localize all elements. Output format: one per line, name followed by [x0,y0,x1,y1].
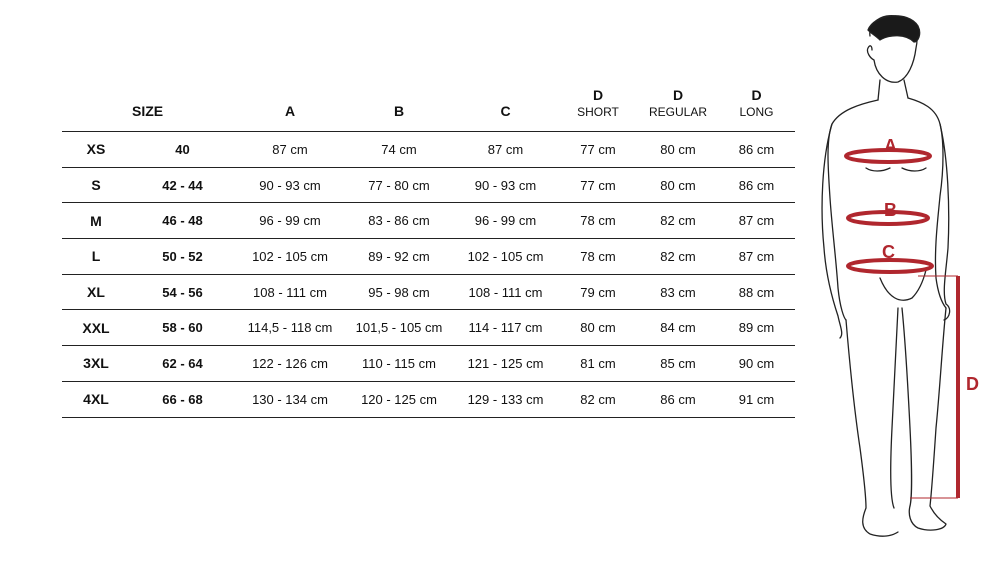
size-number: 58 - 60 [162,320,203,336]
size-label: S [91,177,101,194]
measure-d-regular: 86 cm [660,391,696,407]
header-d-short: D SHORT [577,87,619,119]
measure-d-short: 78 cm [580,213,616,229]
label-d: D [966,374,979,394]
measure-c: 121 - 125 cm [467,355,544,371]
size-number: 46 - 48 [162,213,203,229]
size-label: 4XL [83,391,109,408]
measure-b: 101,5 - 105 cm [355,320,443,336]
measure-c: 114 - 117 cm [468,320,543,336]
measure-c: 129 - 133 cm [467,391,544,407]
size-label: XS [86,141,106,158]
measure-c: 108 - 111 cm [468,284,543,300]
size-number: 62 - 64 [162,355,203,371]
table-body [62,132,795,418]
label-b: B [884,200,897,220]
header-a: A [284,103,296,119]
body-measurement-figure [810,8,1000,583]
size-label: XL [87,284,105,301]
size-number: 40 [175,141,190,157]
measure-a: 102 - 105 cm [252,248,328,264]
measure-a: 90 - 93 cm [259,177,321,193]
measure-a: 114,5 - 118 cm [247,320,333,336]
measure-b: 89 - 92 cm [368,248,430,264]
header-b: B [393,103,405,119]
measure-d-regular: 82 cm [660,248,696,264]
size-label: L [91,248,101,265]
measure-a: 130 - 134 cm [252,391,328,407]
measure-d-long: 87 cm [738,213,775,229]
measure-d-short: 81 cm [580,355,616,371]
size-number: 42 - 44 [162,177,203,193]
label-c: C [882,242,895,262]
header-d-long: D LONG [739,87,774,119]
size-number: 54 - 56 [162,284,203,300]
header-d-regular: D REGULAR [648,87,707,119]
measure-d-long: 86 cm [738,177,775,193]
measure-a: 122 - 126 cm [252,355,328,371]
measure-d-short: 79 cm [580,284,616,300]
measure-b: 95 - 98 cm [368,284,430,300]
measure-d-regular: 82 cm [660,213,696,229]
measure-d-long: 90 cm [738,355,775,371]
measure-d-short: 77 cm [580,177,616,193]
measure-d-regular: 80 cm [660,141,696,157]
measure-b: 110 - 115 cm [362,355,436,371]
size-chart-table [62,85,795,418]
measure-d-regular: 84 cm [660,320,696,336]
table-row [62,239,795,275]
size-label: XXL [82,319,110,336]
measure-d-long: 86 cm [738,141,775,157]
measure-d-regular: 83 cm [660,284,696,300]
measure-d-long: 87 cm [738,248,775,264]
size-number: 50 - 52 [162,248,203,264]
measure-a: 108 - 111 cm [253,284,327,300]
measure-c: 90 - 93 cm [474,177,537,193]
label-a: A [884,136,897,156]
measure-d-long: 89 cm [738,320,775,336]
table-header [62,85,795,132]
table-row [62,203,795,239]
size-label: 3XL [83,355,109,372]
measure-d-short: 78 cm [580,248,616,264]
measure-b: 74 cm [381,141,417,157]
measurement-lines [846,150,958,498]
table-row [62,275,795,311]
header-c: C [500,103,511,119]
table-row [62,346,795,382]
header-size: SIZE [132,103,164,119]
table-row [62,168,795,204]
size-number: 66 - 68 [162,391,203,407]
measure-d-regular: 80 cm [660,177,696,193]
measure-c: 102 - 105 cm [467,248,544,264]
measure-d-short: 82 cm [580,391,616,407]
table-row [62,132,795,168]
measure-d-long: 91 cm [738,391,775,407]
measure-d-short: 77 cm [580,141,616,157]
measure-b: 77 - 80 cm [368,177,430,193]
measure-d-long: 88 cm [738,284,775,300]
measure-d-short: 80 cm [580,320,616,336]
table-row [62,310,795,346]
measure-c: 87 cm [487,141,524,157]
measure-b: 120 - 125 cm [361,391,437,407]
measure-d-regular: 85 cm [660,355,696,371]
measure-b: 83 - 86 cm [368,213,430,229]
measure-a: 87 cm [272,141,308,157]
table-row [62,382,795,418]
size-label: M [90,212,102,229]
measure-c: 96 - 99 cm [474,213,537,229]
measure-a: 96 - 99 cm [259,213,321,229]
